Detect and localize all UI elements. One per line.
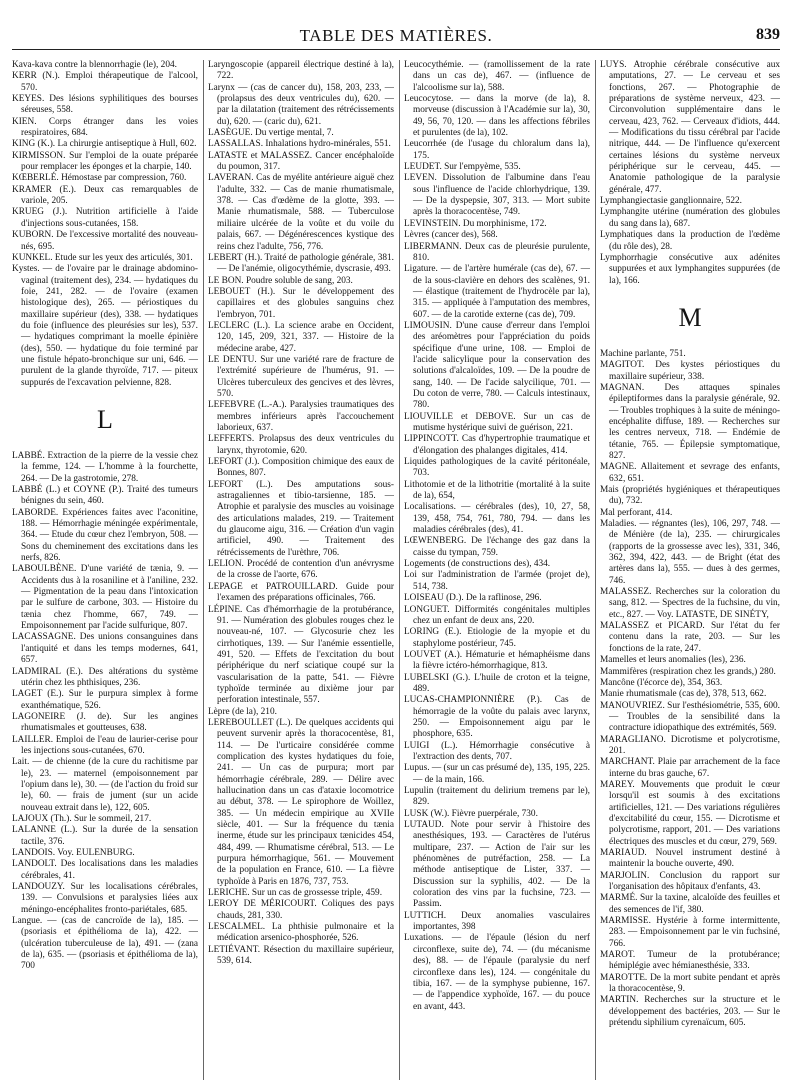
index-entry: Langue. — (cas de cancroïde de la), 185. — (psoriasis et épithélioma de la), 422. — (ulcération tuberculeuse de la), 491. — (zana de la), 635. — (psoriasis et épithélioma de la), 700 bbox=[12, 916, 198, 972]
index-entry: Lupulin (traitement du delirium tremens par le), 829. bbox=[404, 786, 590, 808]
index-entry: MALASSEZ. Recherches sur la coloration du sang, 812. — Spectres de la fuchsine, du vin, etc., 827. — Voy. LATASTE, DE SINÉTY, bbox=[600, 587, 780, 620]
index-entry: Mal perforant, 414. bbox=[600, 507, 673, 518]
index-entry: Mamelles et leurs anomalies (les), 236. bbox=[600, 655, 746, 666]
index-entry: LAGONEIRE (J. de). Sur les angines rhumatismales et goutteuses, 638. bbox=[12, 711, 198, 734]
index-entry: LESCALMEL. La phthisie pulmonaire et la médication arsenico-phosphorée, 526. bbox=[208, 922, 394, 944]
index-entry: MALASSEZ et PICARD. Sur l'état du fer contenu dans la rate, 203. — Sur les fonctions de la rate, 247. bbox=[600, 621, 780, 654]
index-entry: MAGNE. Allaitement et sevrage des enfants, 632, 651. bbox=[600, 462, 780, 484]
index-entry: LUCAS-CHAMPIONNIÈRE (P.). Cas de hémorragie de la voûte du palais avec larynx, 250. — Empoisonnement aigu par le phosphore, 635. bbox=[404, 695, 590, 740]
index-entry: LAILLER. Emploi de l'eau de laurier-cerise pour les injections sous-cutanées, 670. bbox=[12, 734, 198, 756]
index-entry: LETIÉVANT. Résection du maxillaire supérieur, 539, 614. bbox=[208, 944, 394, 967]
index-entry: LEROY DE MÉRICOURT. Coliques des pays chauds, 281, 330. bbox=[208, 899, 394, 921]
index-entry: LEPAGE et PATROUILLARD. Guide pour l'examen des préparations officinales, 766. bbox=[208, 581, 394, 604]
index-entry: KRUEG (J.). Nutrition artificielle à l'aide d'injections sous-cutanées, 158. bbox=[12, 207, 198, 229]
index-entry: KRAMER (E.). Deux cas remarquables de variole, 205. bbox=[12, 184, 198, 207]
index-entry: LIOUVILLE et DEBOVE. Sur un cas de mutisme hystérique suivi de guérison, 221. bbox=[404, 411, 590, 433]
index-entry: MARAGLIANO. Dicrotisme et polycrotisme, 201. bbox=[600, 734, 780, 756]
index-entry: MARJOLIN. Conclusion du rapport sur l'organisation des hôpitaux d'enfants, 43. bbox=[600, 870, 780, 893]
index-entry: LUYS. Atrophie cérébrale consécutive aux amputations, 27. — Le cerveau et ses fonctions, 267. — Photographie de préparations de système nerveux, 423. — Circonvolution supplémentaire dans le cerveau, 423, 762. — Cerveaux d'idiots, 444. — Modifications du tissu cérébral par l'acide nitrique, 444. — De l'influence qu'exercent certaines lésions du système nerveux périphérique sur le cerveau, 445. — Anatomie pathologique de la paralysie générale, 477. bbox=[600, 60, 780, 195]
index-entry: LUTTICH. Deux anomalies vasculaires importantes, 398 bbox=[404, 910, 590, 933]
index-entry: Mancône (l'écorce de), 354, 363. bbox=[600, 677, 723, 688]
index-entry: LECLERC (L.). La science arabe en Occident, 120, 145, 209, 321, 337. — Histoire de la médecine arabe, 427. bbox=[208, 320, 394, 354]
index-entry: LABORDE. Expériences faites avec l'aconitine, 188. — Hémorrhagie méningée expérimentale, 364. — Etude du cœur chez l'embryon, 508. — Sons du cheminement des excitations dans les nerfs, 826. bbox=[12, 507, 198, 564]
index-entry: LEUDET. Sur l'empyème, 535. bbox=[404, 162, 521, 173]
index-entry: LASSALLAS. Inhalations hydro-minérales, 551. bbox=[208, 139, 391, 150]
index-entry: LADMIRAL (E.). Des altérations du système utérin chez les phthisiques, 236. bbox=[12, 666, 198, 688]
index-entry: LIBERMANN. Deux cas de pleurésie purulente, 810. bbox=[404, 241, 590, 263]
index-entry: Liquides pathologiques de la cavité péritonéale, 703. bbox=[404, 457, 590, 479]
index-entry: LŒWENBERG. De l'échange des gaz dans la caisse du tympan, 759. bbox=[404, 536, 590, 558]
index-column-4 bbox=[600, 60, 780, 1080]
index-entry: LORING (E.). Etiologie de la myopie et du staphylome postérieur, 745. bbox=[404, 627, 590, 649]
index-entry: LALANNE (L.). Sur la durée de la sensation tactile, 376. bbox=[12, 825, 198, 847]
index-entry: Lupus. — (sur un cas présumé de), 135, 195, 225. — de la main, 166. bbox=[404, 763, 590, 785]
index-entry: LUTAUD. Note pour servir à l'histoire des anesthésiques, 193. — Caractères de l'utérus multipare, 237. — Action de l'air sur les phénomènes de putréfaction, 258. — La méthode antiseptique de Lister, 337. — Discussion sur la syphilis, 402. — De la coloration des vins par la fuchsine, 723. — Passim. bbox=[404, 820, 590, 910]
index-column-2 bbox=[208, 60, 394, 1080]
index-entry: Loi sur l'administration de l'armée (projet de), 514, 738. bbox=[404, 570, 590, 592]
index-entry: LOUVET (A.). Hématurie et hémaphéisme dans la fièvre ictéro-hémorrhagique, 813. bbox=[404, 649, 590, 672]
index-entry: LE DENTU. Sur une variété rare de fracture de l'extrémité supérieure de l'humérus, 91. — Ulcères tuberculeux des gencives et des lèvres, 570. bbox=[208, 354, 394, 399]
index-entry: Machine parlante, 751. bbox=[600, 348, 686, 359]
index-entry: LUBELSKI (G.). L'huile de croton et la teigne, 489. bbox=[404, 672, 590, 694]
index-entry: Lait. — de chienne (de la cure du rachitisme par le), 23. — maternel (empoisonnement par l'opium dans le), 30. — (de l'action du froid sur le), 60. — frais de jument (sur un acide nouveau extrait dans le), 122, 605. bbox=[12, 757, 198, 813]
index-entry: LIMOUSIN. D'une cause d'erreur dans l'emploi des aréomètres pour l'appréciation du poids spécifique d'une urine, 108. — Emploi de l'acide salicylique pour la conservation des solutions d'alcaloïdes, 109. — De la poudre de sang, 140. — De l'acide salycilique, 701. — Du coton de verre, 780. — Calculs intestinaux, 780. bbox=[404, 320, 590, 411]
index-entry: LEBERT (H.). Traité de pathologie générale, 381. — De l'anémie, oligocythémie, dyscrasie, 493. bbox=[208, 252, 394, 275]
index-entry: MAROTTE. De la mort subite pendant et après la thoracocentèse, 9. bbox=[600, 972, 780, 995]
page-title: TABLE DES MATIÈRES. bbox=[299, 26, 493, 45]
index-entry: Maladies. — régnantes (les), 106, 297, 748. — de Ménière (de la), 235. — chirurgicales (rapports de la grossesse avec les), 331, 346, 362, 394, 422, 443. — de Bright (état des artères dans la), 555. — dues à des germes, 746. bbox=[600, 519, 780, 586]
index-entry: Lèpre (de la), 210. bbox=[208, 706, 277, 717]
index-entry: Mammifères (respiration chez les grands,) 280. bbox=[600, 666, 776, 677]
index-entry: Mais (propriétés hygiéniques et thérapeutiques du), 732. bbox=[600, 485, 780, 507]
index-entry: Leucorrhée (de l'usage du chloralum dans la), 175. bbox=[404, 139, 590, 161]
index-entry: Lymphorrhagie consécutive aux adénites suppurées et aux lymphangites suppurées (de la), 166. bbox=[600, 252, 780, 286]
index-entry: KIRMISSON. Sur l'emploi de la ouate préparée pour remplacer les éponges et la charpie, 140. bbox=[12, 150, 198, 173]
index-entry: LAJOUX (Th.). Sur le sommeil, 217. bbox=[12, 813, 152, 824]
column-divider bbox=[595, 60, 596, 1080]
index-column-1 bbox=[12, 60, 198, 1080]
index-entry: Leucocythémie. — (ramollissement de la rate dans un cas de), 467. — (influence de l'alcoolisme sur la), 588. bbox=[404, 60, 590, 93]
page-number: 839 bbox=[756, 26, 780, 43]
index-entry: Kava-kava contre la blennorrhagie (le), 204. bbox=[12, 60, 177, 70]
index-entry: Lithotomie et de la lithotritie (mortalité à la suite de la), 654, bbox=[404, 479, 590, 502]
section-letter-heading: L bbox=[97, 404, 113, 434]
index-entry: LOISEAU (D.). De la raflinose, 296. bbox=[404, 593, 542, 604]
index-entry: LATASTE et MALASSEZ. Cancer encéphaloïde du poumon, 317. bbox=[208, 150, 394, 173]
index-entry: LASÈGUE. Du vertige mental, 7. bbox=[208, 128, 334, 139]
index-entry: MARIAUD. Nouvel instrument destiné à maintenir la bouche ouverte, 490. bbox=[600, 848, 780, 870]
index-entry: LONGUET. Difformités congénitales multiples chez un enfant de deux ans, 220. bbox=[404, 604, 590, 626]
index-entry: MARCHANT. Plaie par arrachement de la face interne du bras gauche, 67. bbox=[600, 757, 780, 779]
index-entry: Leucocytose. — dans la morve (de la), 8. morveuse (discussion à l'Académie sur la), 30, 49, 56, 70, 120. — dans les affections fébriles et purulentes (de la), 102. bbox=[404, 94, 590, 139]
index-entry: LANDOLT. Des localisations dans les maladies cérébrales, 41. bbox=[12, 859, 198, 881]
index-entry: MAROT. Tumeur de la protubérance; hémiplégie avec hémianesthésie, 333. bbox=[600, 950, 780, 972]
index-entry: MAGNAN. Des attaques spinales épileptiformes dans la paralysie générale, 92. — Troubles trophiques à la suite de méningo-encéphalite diffuse, 189. — Recherches sur les centres nerveux, 718. — Endémie de tétanie, 765. — Épilepsie symptomatique, 827. bbox=[600, 382, 780, 461]
index-entry: LELION. Procédé de contention d'un anévrysme de la crosse de l'aorte, 676. bbox=[208, 559, 394, 581]
index-entry: Localisations. — cérébrales (des), 10, 27, 58, 139, 458, 754, 761, 780, 794. — dans les maladies cérébrales (des), 41. bbox=[404, 502, 590, 536]
index-entry: LE BON. Poudre soluble de sang, 203. bbox=[208, 275, 353, 286]
index-entry: LEREBOULLET (L.). De quelques accidents qui peuvent survenir après la thoracocentèse, 81, 114. — De l'urticaire considérée comme complication des kystes hydatiques du foie, 241. — Un cas de purpura; mort par hémorrhagie cérébrale, 289. — Délire avec hallucination dans un cas d'ataxie locomotrice au début, 378. — Le spirophore de Woillez, 385. — Un médecin empirique au XVIIe siècle, 401. — Sur la fréquence du tænia inerme, étude sur les principaux tænicides 454, 484, 499. — Rhumatisme cérébral, 513. — Le purpura hémorrhagique, 561. — Mouvement de la population en France, 610. — La fièvre typhoïde à Paris en 1876, 737, 753. bbox=[208, 717, 394, 887]
index-entry: KUNKEL. Etude sur les yeux des articulés, 301. bbox=[12, 252, 193, 263]
index-entry: LEFEBVRE (L.-A.). Paralysies traumatiques des membres inférieurs après l'accouchement laborieux, 637. bbox=[208, 400, 394, 433]
column-divider bbox=[203, 60, 204, 1080]
index-column-3 bbox=[404, 60, 590, 1080]
index-entry: KIEN. Corps étranger dans les voies respiratoires, 684. bbox=[12, 116, 198, 139]
index-entry: LIPPINCOTT. Cas d'hypertrophie traumatique et d'élongation des phalanges digitales, 414. bbox=[404, 434, 590, 456]
index-entry: KERR (N.). Emploi thérapeutique de l'alcool, 570. bbox=[12, 71, 198, 93]
index-entry: LEVINSTEIN. Du morphinisme, 172. bbox=[404, 218, 547, 229]
index-entry: KING (K.). La chirurgie antiseptique à Hull, 602. bbox=[12, 139, 197, 150]
index-entry: LUIGI (L.). Hémorrhagie consécutive à l'extraction des dents, 707. bbox=[404, 740, 590, 762]
index-entry: KUBORN. De l'excessive mortalité des nouveau-nés, 695. bbox=[12, 230, 198, 252]
index-entry: LAGET (E.). Sur le purpura simplex à forme exanthématique, 526. bbox=[12, 689, 198, 711]
index-entry: MAGITOT. Des kystes périostiques du maxillaire supérieur, 338. bbox=[600, 360, 780, 382]
index-entry: KŒBERLÉ. Hémostase par compression, 760. bbox=[12, 173, 187, 184]
index-entry: MAREY. Mouvements que produit le cœur lorsqu'il est soumis à des excitations artificielles, 121. — Des variations régulières d'excitabilité du cœur, 155. — Dicrotisme et polycrotisme, rapport, 201. — Des variations électriques des muscles et du cœur, 279, 569. bbox=[600, 779, 780, 847]
index-entry: Lèvres (cancer des), 568. bbox=[404, 230, 498, 241]
index-columns bbox=[12, 60, 782, 1080]
index-entry: LEVEN. Dissolution de l'albumine dans l'eau sous l'influence de l'acide chlorhydrique, 139. — De la dyspepsie, 307, 313. — Mort subite après la thoracocentèse, 749. bbox=[404, 173, 590, 218]
index-entry: LABBÉ (L.) et COYNE (P.). Traité des tumeurs bénignes du sein, 460. bbox=[12, 485, 198, 507]
index-entry: Laryngoscopie (appareil électrique destiné à la), 722. bbox=[208, 60, 394, 82]
index-entry: Kystes. — de l'ovaire par le drainage abdomino-vaginal (traitement des), 234. — hydatiques du foie, 241, 282. — de l'ovaire (examen histologique des), 265. — périostiques du maxillaire supérieur (des), 338. — hydatiques du foie (influence des pleurésies sur les), 537. — hydatiques comprimant la moelle épinière (des), 550. — hydatique du foie terminé par une fistule hépato-bronchique sur uni, 646. — purulent de la glande thyroïde, 717. — piteux suppurés de l'excavation pelvienne, 828. bbox=[12, 264, 198, 388]
index-entry: LEFORT (J.). Composition chimique des eaux de Bonnes, 807. bbox=[208, 457, 394, 479]
index-entry: Manie rhumatismale (cas de), 378, 513, 662. bbox=[600, 689, 767, 700]
index-entry: LABOULBÈNE. D'une variété de tænia, 9. — Accidents dus à la rosaniline et à l'aniline, 232. — Pigmentation de la peau dans l'intoxication par le sulfure de carbone, 303. — Histoire du tænia chez l'homme, 667, 749. — Empoisonnement par l'acide sulfurique, 807. bbox=[12, 564, 198, 632]
index-entry: MARMISSE. Hystérie à forme intermittente, 283. — Empoisonnement par le vin fuchsiné, 766. bbox=[600, 916, 780, 949]
index-entry: LUSK (W.). Fièvre puerpérale, 730. bbox=[404, 808, 538, 819]
index-entry: LERICHE. Sur un cas de grossesse triple, 459. bbox=[208, 888, 383, 899]
page-header bbox=[12, 24, 780, 52]
column-divider bbox=[399, 60, 400, 1080]
index-entry: MARMÉ. Sur la taxine, alcaloïde des feuilles et des semences de l'if, 380. bbox=[600, 893, 780, 915]
index-entry: LABBÉ. Extraction de la pierre de la vessie chez la femme, 124. — L'homme à la fourchette, 264. — De la gastrotomie, 278. bbox=[12, 450, 198, 484]
index-entry: Lymphangiectasie ganglionnaire, 522. bbox=[600, 196, 742, 207]
section-letter-heading: M bbox=[678, 302, 702, 332]
index-entry: LANDOIS. Voy. EULENBURG. bbox=[12, 848, 135, 858]
index-entry: LANDOUZY. Sur les localisations cérébrales, 139. — Convulsions et paralysies liées aux méningo-encéphalites fronto-pariétales, 685. bbox=[12, 882, 198, 915]
index-entry: LÉPINE. Cas d'hémorrhagie de la protubérance, 91. — Numération des globules rouges chez le nouveau-né, 107. — Glycosurie chez les cirrhotiques, 139. — Sur l'anémie essentielle, 491, 520. — Effets de l'excitation du bout périphérique du nerf sciatique coupé sur la vascularisation de la patte, 541. — Fièvre typhoïde terminée au dixième jour par perforation intestinale, 557. bbox=[208, 604, 394, 706]
index-entry: Larynx — (cas de cancer du), 158, 203, 233, — (prolapsus des deux ventricules du), 620. — par la dilatation (traitement des rétrécissements du), 620. — (caric du), 621. bbox=[208, 82, 394, 127]
index-entry: Ligature. — de l'artère humérale (cas de), 67. — de la sous-clavière en dehors des scalènes, 91. — élastique (traitement de l'hydrocèle par la), 315. — appliquée à l'amputation des membres, 607. — de la carotide externe (cas de), 709. bbox=[404, 264, 590, 320]
header-rule bbox=[12, 49, 780, 50]
index-entry: LEFFERTS. Prolapsus des deux ventricules du larynx, thyrotomie, 620. bbox=[208, 434, 394, 456]
index-entry: LACASSAGNE. Des unions consanguines dans l'antiquité et dans les temps modernes, 641, 657. bbox=[12, 632, 198, 666]
index-entry: Logements (de constructions des), 434. bbox=[404, 559, 551, 570]
index-entry: LAVERAN. Cas de myélite antérieure aiguë chez l'adulte, 332. — Cas de manie rhumatismale, 378. — Cas d'œdème de la glotte, 393. — Manie rhumatismale, 588. — Tuberculose miliaire ulcérée de la voûte et du voile du palais, 667. — Dégénérescences kystique des reins chez l'adulte, 756, 776. bbox=[208, 173, 394, 252]
index-entry: LEFORT (L.). Des amputations sous-astragaliennes et tibio-tarsienne, 185. — Atrophie et paralysie des muscles au voisinage des articulations malades, 219. — Traitement du glaucome aigu, 316. — Création d'un vagin artificiel, 490. — Traitement des rétrécissements de l'urèthre, 706. bbox=[208, 479, 394, 558]
index-entry: KEYES. Des lésions syphilitiques des bourses séreuses, 558. bbox=[12, 94, 198, 116]
index-entry: LEBOUET (H.). Sur le développement des capillaires et des globules sanguins chez l'embryon, 701. bbox=[208, 286, 394, 320]
index-entry: MARTIN. Recherches sur la structure et le développement des bactéries, 203. — Sur le prétendu siphilium cyrenaïcum, 605. bbox=[600, 995, 780, 1029]
index-entry: MANOUVRIEZ. Sur l'esthésiométrie, 535, 600. — Troubles de la sensibilité dans la contracture idiopathique des extrémités, 569. bbox=[600, 700, 780, 734]
index-entry: Lymphatiques dans la production de l'œdème (du rôle des), 28. bbox=[600, 230, 780, 252]
index-entry: Lymphangite utérine (numération des globules du sang dans la), 687. bbox=[600, 207, 780, 229]
index-entry: Luxations. — de l'épaule (lésion du nerf circonflexe, suite de), 74. — (du mécanisme des), 88. — de l'épaule (paralysie du nerf circonflexe dans les), 124. — congénitale du tibia, 167. — de la symphyse pubienne, 167. — de l'appendice xyphoïde, 167. — du pouce en avant, 443. bbox=[404, 933, 590, 1012]
